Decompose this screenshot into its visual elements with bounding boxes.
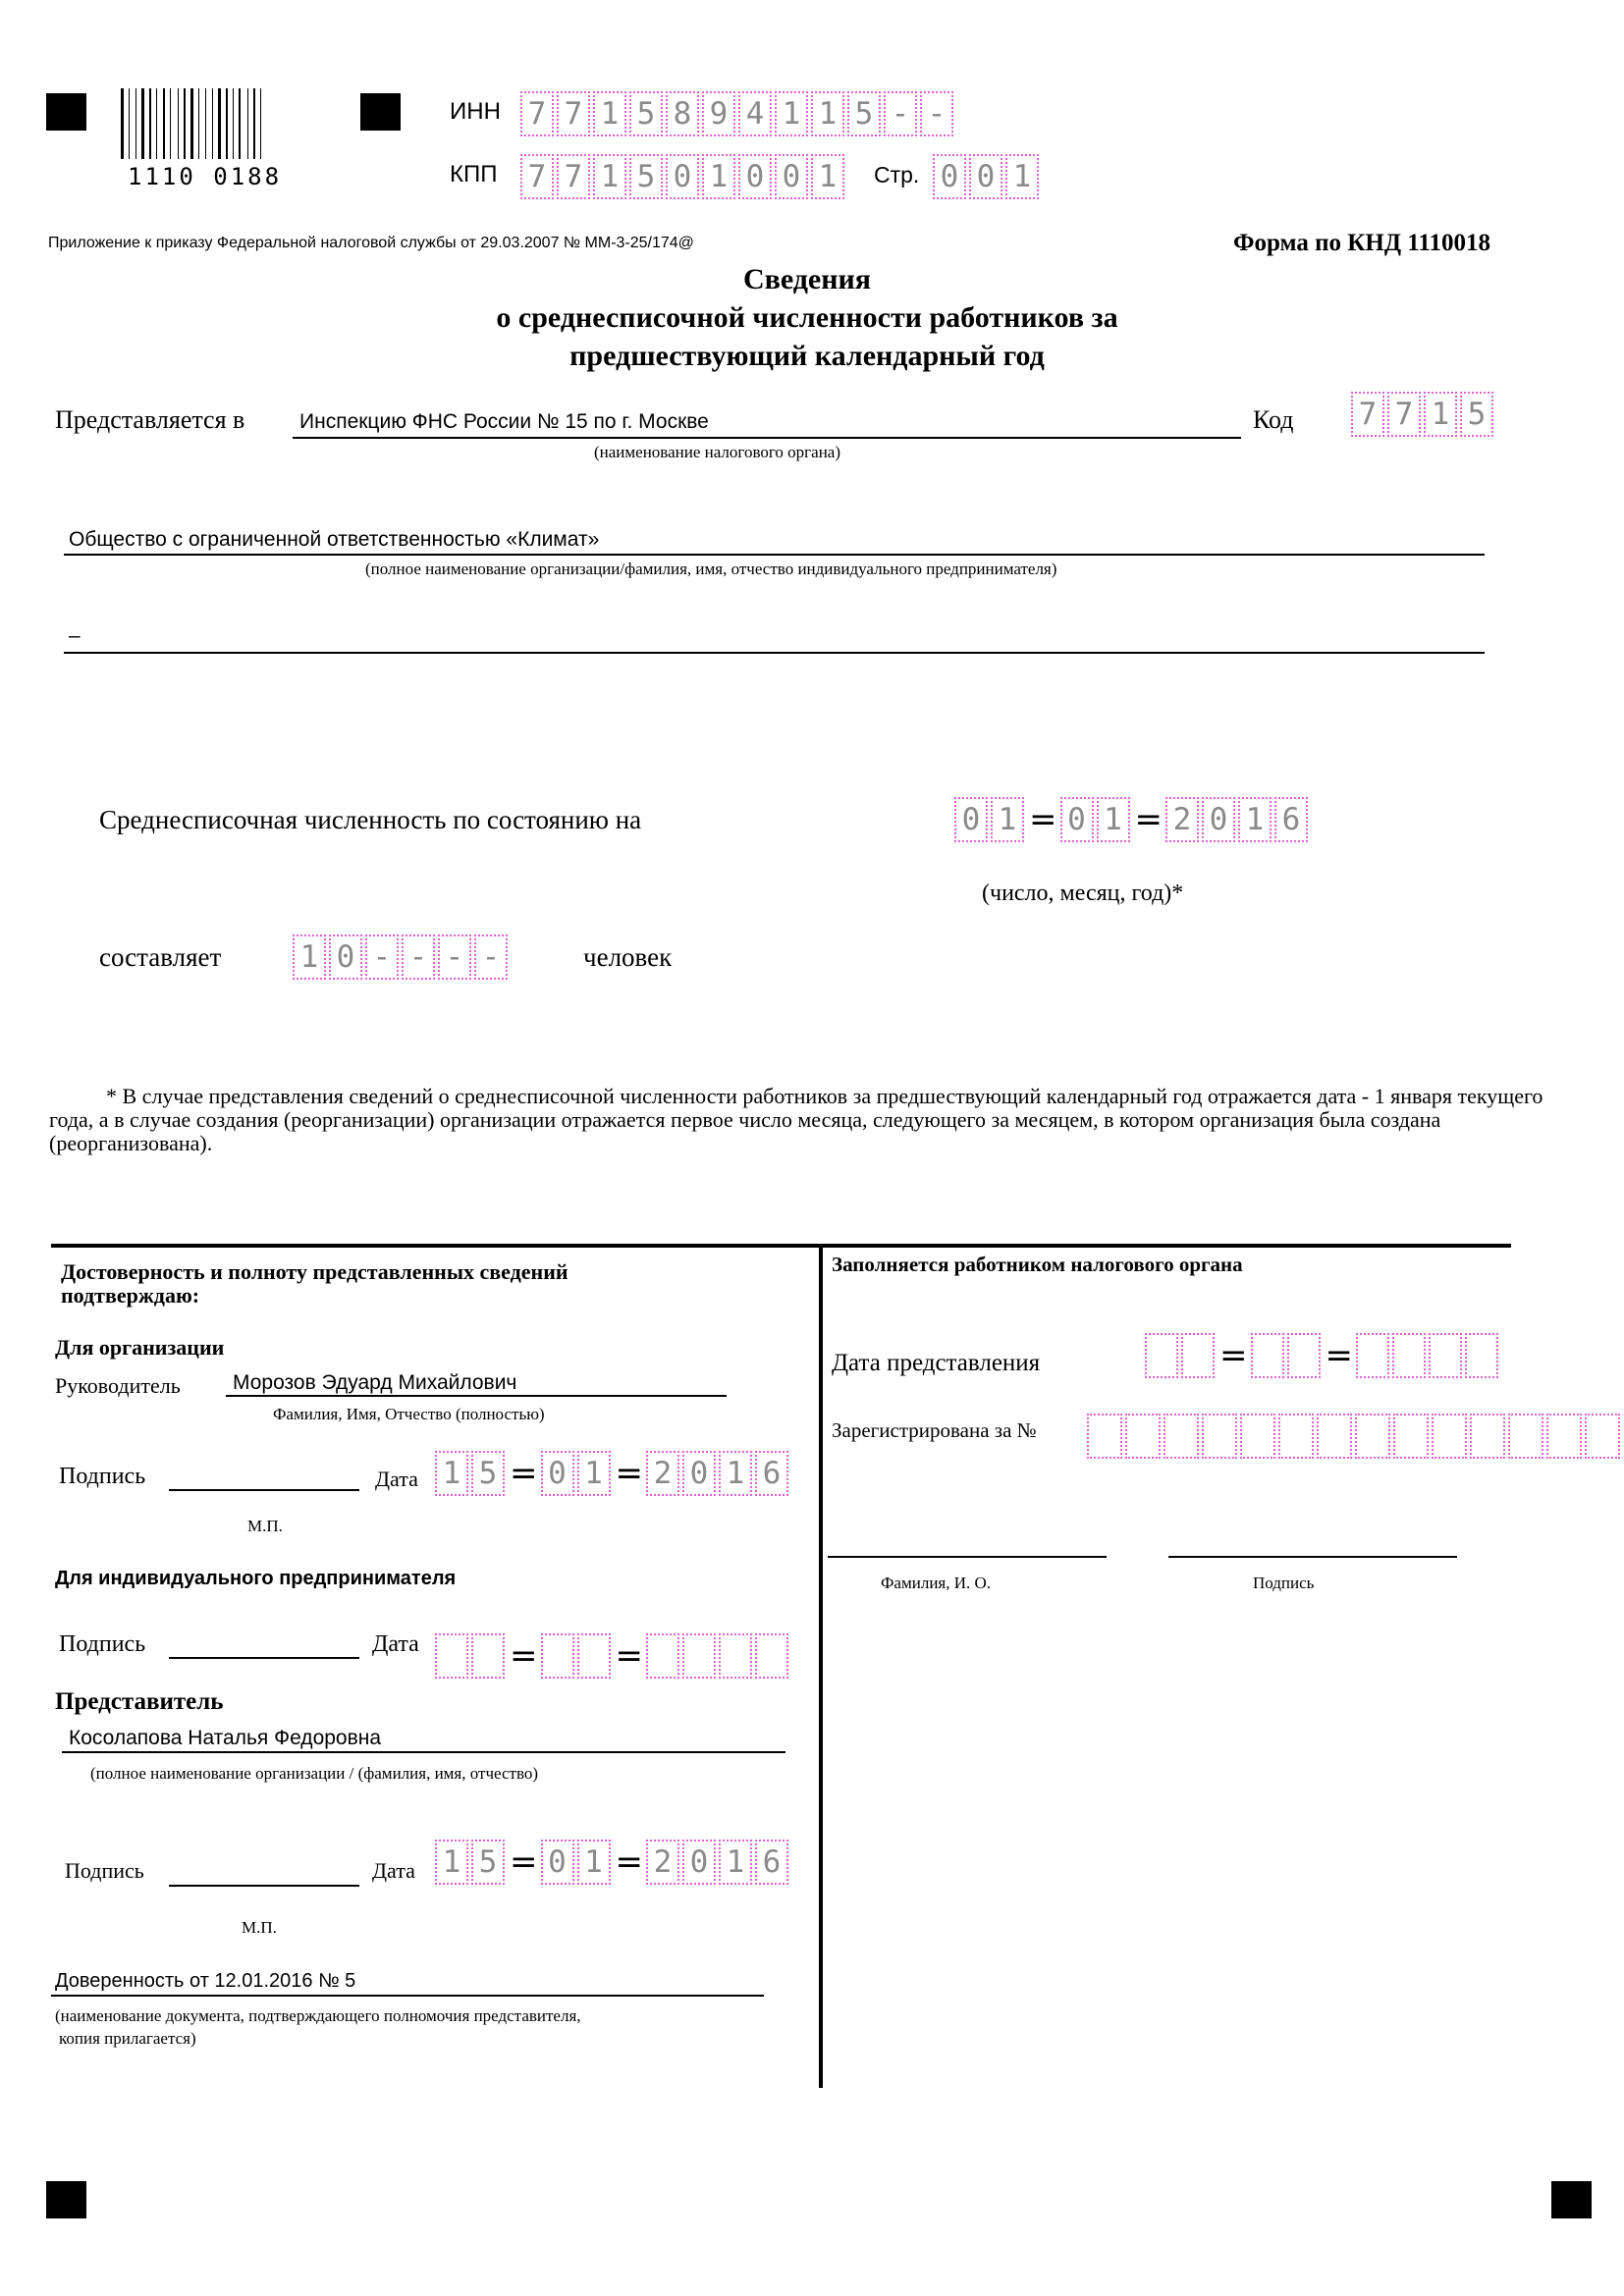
form-cell[interactable]: [1585, 1414, 1620, 1459]
date-cell[interactable]: [719, 1633, 752, 1679]
date-cell[interactable]: 6: [755, 1451, 788, 1496]
date-cell[interactable]: [1251, 1333, 1284, 1378]
barcode-bar: [121, 88, 124, 159]
form-cell[interactable]: 5: [1460, 392, 1493, 437]
barcode: [121, 88, 327, 159]
barcode-bar: [135, 88, 136, 159]
kpp-label: КПП: [450, 161, 498, 187]
date-cell[interactable]: [1145, 1333, 1178, 1378]
organization-extra-value[interactable]: –: [69, 624, 81, 647]
confirm-heading: [61, 1260, 568, 1308]
form-cell[interactable]: -: [402, 934, 435, 980]
form-cell[interactable]: 1: [811, 91, 844, 136]
rep-mp: М.П.: [242, 1918, 277, 1937]
sign-caption: Подпись: [1253, 1574, 1315, 1592]
date-separator: =: [510, 1454, 538, 1493]
date-cell[interactable]: 1: [435, 1451, 468, 1496]
date-cell[interactable]: 0: [954, 797, 988, 842]
section-divider: [819, 1244, 823, 2088]
code-cells[interactable]: [1351, 392, 1496, 437]
date-cell[interactable]: [577, 1633, 611, 1679]
date-cell[interactable]: [541, 1633, 574, 1679]
head-caption: Фамилия, Имя, Отчество (полностью): [273, 1405, 545, 1423]
form-cell[interactable]: 7: [520, 154, 554, 199]
form-cell[interactable]: 5: [629, 91, 663, 136]
form-cell[interactable]: -: [438, 934, 471, 980]
ip-sign-label: Подпись: [59, 1631, 146, 1657]
date-cell[interactable]: [682, 1633, 716, 1679]
form-cell[interactable]: 0: [969, 154, 1002, 199]
head-name[interactable]: Морозов Эдуард Михайлович: [233, 1371, 517, 1394]
date-cell[interactable]: [646, 1633, 679, 1679]
date-cell[interactable]: 1: [1097, 797, 1130, 842]
ip-heading: Для индивидуального предпринимателя: [55, 1568, 457, 1589]
date-cell[interactable]: 5: [471, 1840, 505, 1885]
rep-date-day[interactable]: [435, 1840, 508, 1885]
proxy-caption-1: (наименование документа, подтверждающего полномочия представителя,: [55, 2006, 581, 2025]
ip-sign-line[interactable]: [169, 1657, 359, 1659]
form-cell[interactable]: 7: [1351, 392, 1384, 437]
date-cell[interactable]: [1392, 1333, 1426, 1378]
amount-cells[interactable]: [293, 934, 511, 980]
form-cell[interactable]: 7: [1387, 392, 1421, 437]
ip-date-day[interactable]: [435, 1633, 508, 1679]
date-cell[interactable]: 1: [577, 1451, 611, 1496]
form-cell[interactable]: -: [884, 91, 917, 136]
organization-extra-underline: [64, 652, 1485, 654]
footnote: * В случае представления сведений о среднесписочной численности работников за предшествующий календарный год отражается дата - 1 января текущего года, а в случае создания (реорганизации) организации отражается первое число месяца, следующего за месяцем, в котором организация была создана (реорганизована).: [49, 1084, 1543, 1155]
date-cell[interactable]: 0: [1202, 797, 1235, 842]
title-line-1: Сведения: [742, 263, 872, 295]
authority-value[interactable]: Инспекцию ФНС России № 15 по г. Москве: [299, 410, 709, 433]
kpp-cells[interactable]: [520, 154, 847, 199]
rep-date-year[interactable]: [646, 1840, 791, 1885]
confirm-line-1: Достоверность и полноту представленных сведений: [61, 1259, 568, 1284]
rep-date-label: Дата: [372, 1858, 415, 1883]
form-cell[interactable]: 4: [738, 91, 772, 136]
form-cell[interactable]: 1: [811, 154, 844, 199]
date-cell[interactable]: [471, 1633, 505, 1679]
ip-date-label: Дата: [372, 1631, 419, 1657]
proxy-value[interactable]: Доверенность от 12.01.2016 № 5: [55, 1970, 356, 1992]
date-separator: =: [510, 1842, 538, 1882]
barcode-bar: [260, 88, 261, 159]
date-cell[interactable]: 1: [577, 1840, 611, 1885]
form-cell[interactable]: [1470, 1414, 1505, 1459]
date-cell[interactable]: 2: [646, 1451, 679, 1496]
date-cell[interactable]: 0: [1060, 797, 1094, 842]
form-cell[interactable]: [1164, 1414, 1199, 1459]
headcount-date[interactable]: [954, 797, 1311, 842]
date-cell[interactable]: 1: [435, 1840, 468, 1885]
barcode-bar: [184, 88, 186, 159]
registration-label: Зарегистрирована за №: [832, 1418, 1037, 1442]
form-cell[interactable]: 1: [1424, 392, 1457, 437]
barcode-bar: [239, 88, 241, 159]
form-cell[interactable]: 1: [593, 91, 626, 136]
headcount-date-day[interactable]: [954, 797, 1027, 842]
organization-caption: (полное наименование организации/фамилия, имя, отчество индивидуального предпринимателя): [365, 560, 1057, 578]
authority-underline: [293, 437, 1241, 439]
org-sign-line[interactable]: [169, 1489, 359, 1491]
title-line-3: предшествующий календарный год: [569, 340, 1045, 372]
form-cell[interactable]: 0: [738, 154, 772, 199]
ip-date-year[interactable]: [646, 1633, 791, 1679]
barcode-bar: [149, 88, 151, 159]
form-cell[interactable]: 0: [933, 154, 966, 199]
date-separator: =: [1325, 1336, 1353, 1375]
head-name-underline: [226, 1395, 727, 1397]
org-date-day[interactable]: [435, 1451, 508, 1496]
form-cell[interactable]: 1: [702, 154, 735, 199]
date-separator: =: [1134, 800, 1163, 839]
headcount-date-year[interactable]: [1165, 797, 1311, 842]
rep-heading: Представитель: [55, 1688, 224, 1715]
barcode-bar: [198, 88, 199, 159]
appendix-text: Приложение к приказу Федеральной налоговой службы от 29.03.2007 № ММ-3-25/174@: [48, 235, 694, 251]
form-cell[interactable]: 7: [520, 91, 554, 136]
date-cell[interactable]: 1: [991, 797, 1024, 842]
barcode-bar: [170, 88, 171, 159]
rep-sign-line[interactable]: [169, 1885, 359, 1887]
barcode-bar: [178, 88, 179, 159]
org-date-label: Дата: [375, 1467, 418, 1491]
org-date[interactable]: [435, 1451, 791, 1496]
barcode-bar: [129, 88, 130, 159]
ip-date-month[interactable]: [541, 1633, 614, 1679]
rep-sign-label: Подпись: [65, 1858, 144, 1883]
sign-line[interactable]: [1168, 1556, 1457, 1558]
date-cell[interactable]: 1: [1238, 797, 1272, 842]
barcode-bar: [156, 88, 157, 159]
barcode-number: 1110 0188: [128, 163, 283, 190]
date-cell[interactable]: 5: [471, 1451, 505, 1496]
form-cell[interactable]: 1: [593, 154, 626, 199]
headcount-date-caption: (число, месяц, год)*: [982, 881, 1184, 906]
headcount-date-month[interactable]: [1060, 797, 1133, 842]
form-cell[interactable]: [1240, 1414, 1275, 1459]
title-line-2: о среднесписочной численности работников за: [496, 301, 1118, 334]
inn-label: ИНН: [450, 98, 501, 125]
date-cell[interactable]: [1356, 1333, 1389, 1378]
date-cell[interactable]: 2: [646, 1840, 679, 1885]
org-date-year[interactable]: [646, 1451, 791, 1496]
form-cell[interactable]: [1278, 1414, 1314, 1459]
headcount-label: Среднесписочная численность по состоянию на: [99, 805, 642, 834]
date-cell[interactable]: 0: [541, 1451, 574, 1496]
confirm-line-2: подтверждаю:: [61, 1283, 200, 1308]
amount-unit: человек: [583, 942, 673, 972]
form-cell[interactable]: 0: [775, 154, 808, 199]
corner-marker-bottom-left: [46, 2181, 86, 2218]
code-label: Код: [1253, 405, 1294, 434]
date-cell[interactable]: [1181, 1333, 1215, 1378]
date-separator: =: [510, 1636, 538, 1676]
form-cell[interactable]: 1: [293, 934, 326, 980]
rep-name[interactable]: Косолапова Наталья Федоровна: [69, 1727, 382, 1749]
date-cell[interactable]: 0: [541, 1840, 574, 1885]
form-cell[interactable]: 8: [666, 91, 699, 136]
form-cell[interactable]: -: [920, 91, 953, 136]
form-title: [0, 260, 1624, 375]
date-cell[interactable]: 0: [682, 1840, 716, 1885]
date-cell[interactable]: [1287, 1333, 1321, 1378]
form-cell[interactable]: [1317, 1414, 1352, 1459]
proxy-caption: [55, 2004, 581, 2050]
organization-value[interactable]: Общество с ограниченной ответственностью «Климат»: [69, 528, 600, 551]
barcode-bar: [226, 88, 228, 159]
form-cell[interactable]: 5: [847, 91, 881, 136]
date-cell[interactable]: 0: [682, 1451, 716, 1496]
form-cell[interactable]: [1546, 1414, 1582, 1459]
fio-line[interactable]: [828, 1556, 1107, 1558]
authority-label: Представляется в: [55, 405, 245, 434]
form-cell[interactable]: [1393, 1414, 1429, 1459]
date-separator: =: [615, 1454, 643, 1493]
submission-date-label: Дата представления: [832, 1350, 1041, 1376]
date-separator: =: [1219, 1336, 1248, 1375]
amount-label: составляет: [99, 942, 222, 972]
date-cell[interactable]: [755, 1633, 788, 1679]
barcode-bar: [190, 88, 193, 159]
barcode-bar: [247, 88, 248, 159]
org-date-month[interactable]: [541, 1451, 614, 1496]
date-cell[interactable]: 2: [1165, 797, 1199, 842]
proxy-caption-2: копия прилагается): [59, 2029, 196, 2048]
form-cell[interactable]: 1: [1005, 154, 1039, 199]
rep-name-underline: [62, 1751, 785, 1753]
registration-cells[interactable]: [1087, 1414, 1623, 1459]
form-cell[interactable]: 5: [629, 154, 663, 199]
barcode-bar: [233, 88, 234, 159]
barcode-bar: [141, 88, 144, 159]
form-cell[interactable]: 7: [557, 91, 590, 136]
barcode-bar: [253, 88, 255, 159]
form-cell[interactable]: 0: [329, 934, 362, 980]
head-label: Руководитель: [55, 1373, 181, 1398]
form-cell[interactable]: 1: [775, 91, 808, 136]
corner-marker-bottom-right: [1551, 2181, 1592, 2218]
submission-date-day[interactable]: [1145, 1333, 1218, 1378]
date-cell[interactable]: [1465, 1333, 1498, 1378]
submission-date[interactable]: [1145, 1333, 1501, 1378]
rep-date-month[interactable]: [541, 1840, 614, 1885]
fio-caption: Фамилия, И. О.: [881, 1574, 992, 1592]
section-top-rule: [51, 1244, 1511, 1248]
tax-office-heading: Заполняется работником налогового органа: [832, 1253, 1243, 1276]
form-cell[interactable]: 9: [702, 91, 735, 136]
corner-marker-top-right: [360, 93, 401, 131]
date-separator: =: [1029, 800, 1057, 839]
date-separator: =: [615, 1636, 643, 1676]
date-cell[interactable]: [435, 1633, 468, 1679]
form-code: Форма по КНД 1110018: [1233, 230, 1491, 256]
form-cell[interactable]: [1508, 1414, 1543, 1459]
authority-caption: (наименование налогового органа): [594, 443, 840, 461]
form-cell[interactable]: [1355, 1414, 1390, 1459]
form-cell[interactable]: -: [474, 934, 508, 980]
form-cell[interactable]: [1202, 1414, 1237, 1459]
org-sign-label: Подпись: [59, 1464, 146, 1489]
inn-cells[interactable]: [520, 91, 956, 136]
form-cell[interactable]: [1125, 1414, 1161, 1459]
submission-date-month[interactable]: [1251, 1333, 1324, 1378]
date-cell[interactable]: [1429, 1333, 1462, 1378]
form-cell[interactable]: 7: [557, 154, 590, 199]
barcode-bar: [212, 88, 213, 159]
corner-marker-top-left: [46, 93, 86, 131]
organization-underline: [64, 554, 1485, 556]
date-cell[interactable]: 6: [755, 1840, 788, 1885]
page-label: Стр.: [874, 162, 920, 187]
barcode-bar: [163, 88, 165, 159]
org-heading: Для организации: [55, 1335, 225, 1360]
form-cell[interactable]: 0: [666, 154, 699, 199]
form-cell[interactable]: [1432, 1414, 1467, 1459]
date-cell[interactable]: 1: [719, 1451, 752, 1496]
date-separator: =: [615, 1842, 643, 1882]
submission-date-year[interactable]: [1356, 1333, 1501, 1378]
page-cells[interactable]: [933, 154, 1042, 199]
form-cell[interactable]: -: [365, 934, 399, 980]
barcode-bar: [205, 88, 206, 159]
form-cell[interactable]: [1087, 1414, 1122, 1459]
org-mp: М.П.: [247, 1517, 283, 1535]
rep-caption: (полное наименование организации / (фамилия, имя, отчество): [90, 1764, 539, 1783]
barcode-bar: [218, 88, 221, 159]
date-cell[interactable]: 6: [1274, 797, 1308, 842]
ip-date[interactable]: [435, 1633, 791, 1679]
proxy-underline: [51, 1995, 764, 1997]
date-cell[interactable]: 1: [719, 1840, 752, 1885]
rep-date[interactable]: [435, 1840, 791, 1885]
